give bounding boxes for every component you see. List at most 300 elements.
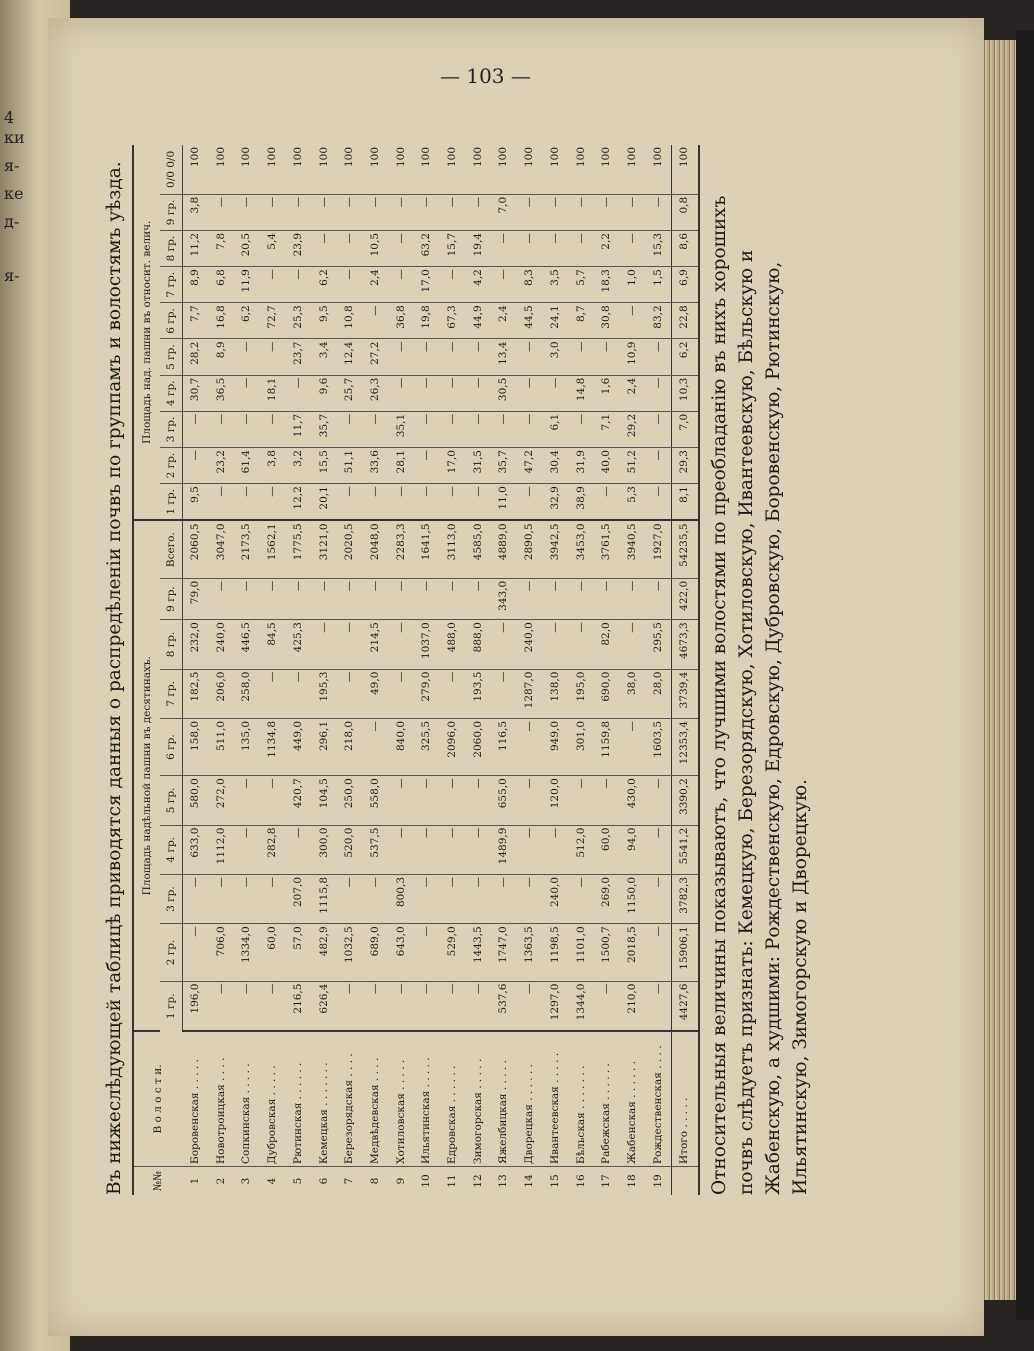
rel-value: 44,5 (517, 303, 543, 339)
abs-value: — (466, 981, 492, 1031)
abs-value: — (183, 924, 209, 981)
rel-value: 10,8 (337, 303, 363, 339)
rel-value: 18,3 (594, 267, 620, 303)
rel-value: 28,1 (389, 448, 415, 484)
rel-value: 8,9 (209, 339, 235, 375)
abs-value: — (440, 874, 466, 923)
table-row (389, 145, 415, 1195)
abs-value: 2173,5 (234, 520, 260, 578)
rel-total: 22,8 (672, 303, 699, 339)
abs-value: 1344,0 (569, 981, 595, 1031)
abs-total: 3782,3 (672, 874, 699, 923)
row-number: 4 (266, 1177, 279, 1185)
volost-name: Едровская . . . . . . (440, 1031, 466, 1167)
rel-value: 100 (337, 145, 363, 194)
page-number: — 103 — (440, 64, 531, 88)
rel-value: 100 (646, 145, 672, 194)
rel-value: 23,9 (286, 230, 312, 266)
volost-name: Новотроицкая . . . . (209, 1031, 235, 1167)
row-number: 7 (343, 1177, 356, 1185)
rel-value: 15,7 (440, 230, 466, 266)
abs-value: 1032,5 (337, 924, 363, 981)
abs-total: 3739,4 (672, 669, 699, 718)
row-number: 6 (317, 1177, 330, 1185)
volost-name: Рютинская . . . . . . (286, 1031, 312, 1167)
abs-value: — (543, 825, 569, 874)
row-number (672, 1167, 699, 1196)
abs-total: 3390,2 (672, 776, 699, 825)
abs-value: 4585,0 (466, 520, 492, 578)
rel-value: — (466, 411, 492, 447)
rel-value: 9,5 (312, 303, 338, 339)
abs-value: 325,5 (414, 718, 440, 775)
rel-value: — (646, 339, 672, 375)
abs-value: — (491, 620, 517, 669)
rel-value: — (414, 411, 440, 447)
rel-value: — (569, 411, 595, 447)
abs-value: 949,0 (543, 718, 569, 775)
volost-name: Дворецкая . . . . . . (517, 1031, 543, 1167)
rel-value: — (517, 194, 543, 230)
book-cover (1016, 30, 1034, 1320)
rel-value: — (286, 375, 312, 411)
rel-value: 33,6 (363, 448, 389, 484)
header-rel-group: 2 гр. (160, 448, 183, 484)
abs-value: — (594, 981, 620, 1031)
rel-total: 10,3 (672, 375, 699, 411)
abs-value: — (260, 578, 286, 619)
volost-name: Жабенская . . . . . . (620, 1031, 646, 1167)
abs-value: — (260, 776, 286, 825)
rel-value: 35,1 (389, 411, 415, 447)
rel-value: 100 (517, 145, 543, 194)
abs-value: 1150,0 (620, 874, 646, 923)
total-row (672, 145, 699, 1195)
rel-value: — (440, 267, 466, 303)
volost-name: Бѣльская . . . . . . . (569, 1031, 595, 1167)
rel-value: — (234, 375, 260, 411)
abs-value: — (414, 825, 440, 874)
rel-value: — (363, 411, 389, 447)
abs-value: 300,0 (312, 825, 338, 874)
rel-value: — (337, 484, 363, 521)
rel-value: 9,6 (312, 375, 338, 411)
abs-value: 706,0 (209, 924, 235, 981)
abs-value: 1562,1 (260, 520, 286, 578)
abs-value: — (466, 874, 492, 923)
rel-value: — (389, 230, 415, 266)
rel-value: — (337, 230, 363, 266)
abs-value: 84,5 (260, 620, 286, 669)
rel-value: — (312, 230, 338, 266)
rel-value: 30,5 (491, 375, 517, 411)
header-rel-group: 3 гр. (160, 411, 183, 447)
rel-value: — (260, 411, 286, 447)
rel-value: — (363, 484, 389, 521)
abs-value: — (414, 776, 440, 825)
table-caption: Въ нижеслѣдующей таблицѣ приводятся данныя о распредѣленіи почвъ по группамъ и волостямъ уѣзда. (104, 161, 125, 1195)
abs-value: — (517, 718, 543, 775)
table-row (209, 145, 235, 1195)
rel-value: 7,8 (209, 230, 235, 266)
rel-value: 4,2 (466, 267, 492, 303)
abs-value: — (569, 620, 595, 669)
abs-value: 343,0 (491, 578, 517, 619)
table-row (620, 145, 646, 1195)
table-row (337, 145, 363, 1195)
abs-value: 2890,5 (517, 520, 543, 578)
abs-value: 840,0 (389, 718, 415, 775)
abs-value: 272,0 (209, 776, 235, 825)
rel-value: — (337, 267, 363, 303)
rel-total: 7,0 (672, 411, 699, 447)
rel-value: 1,0 (620, 267, 646, 303)
abs-value: — (517, 874, 543, 923)
abs-value: 57,0 (286, 924, 312, 981)
abs-value: 1334,0 (234, 924, 260, 981)
abs-value: — (363, 874, 389, 923)
header-abs-group: 1 гр. (160, 981, 183, 1031)
rel-total: 8,1 (672, 484, 699, 521)
abs-value: 296,1 (312, 718, 338, 775)
rel-value: 6,2 (312, 267, 338, 303)
abs-value: 49,0 (363, 669, 389, 718)
rel-value: — (440, 411, 466, 447)
rel-value: — (414, 375, 440, 411)
table-row (260, 145, 286, 1195)
abs-value: — (389, 620, 415, 669)
volost-name: Рождественская . . . . (646, 1031, 672, 1167)
abs-value: 1641,5 (414, 520, 440, 578)
abs-value: — (569, 874, 595, 923)
rel-value: 11,9 (234, 267, 260, 303)
rel-value: — (209, 411, 235, 447)
header-abs-group: 2 гр. (160, 924, 183, 981)
rel-value: — (517, 484, 543, 521)
row-number: 15 (548, 1174, 561, 1188)
abs-total: 5541,2 (672, 825, 699, 874)
table-row (363, 145, 389, 1195)
abs-value: — (234, 981, 260, 1031)
rel-value: — (466, 339, 492, 375)
header-rel-group: 9 гр. (160, 194, 183, 230)
rel-value: — (620, 230, 646, 266)
abs-value: — (646, 924, 672, 981)
rel-value: — (620, 194, 646, 230)
abs-value: — (389, 669, 415, 718)
abs-value: — (440, 776, 466, 825)
abs-value: 3761,5 (594, 520, 620, 578)
abs-value: — (440, 669, 466, 718)
abs-value: 295,5 (646, 620, 672, 669)
volost-name: Зимогорская . . . . . (466, 1031, 492, 1167)
table-row (491, 145, 517, 1195)
rel-value: 8,3 (517, 267, 543, 303)
abs-value: — (389, 825, 415, 874)
rel-value: — (569, 230, 595, 266)
table-row (234, 145, 260, 1195)
rel-value: — (260, 267, 286, 303)
rel-value: 23,2 (209, 448, 235, 484)
abs-value: — (646, 825, 672, 874)
abs-value: 446,5 (234, 620, 260, 669)
rel-value: — (363, 303, 389, 339)
abs-value: 79,0 (183, 578, 209, 619)
abs-value: 210,0 (620, 981, 646, 1031)
abs-value: — (466, 825, 492, 874)
rel-value: — (389, 339, 415, 375)
abs-value: 1443,5 (466, 924, 492, 981)
abs-value: 3942,5 (543, 520, 569, 578)
row-number: 5 (291, 1177, 304, 1185)
rel-value: 20,1 (312, 484, 338, 521)
abs-value: — (620, 620, 646, 669)
abs-value: — (260, 981, 286, 1031)
abs-total: 12353,4 (672, 718, 699, 775)
soil-distribution-table (132, 145, 700, 1195)
abs-value: 2048,0 (363, 520, 389, 578)
rel-value: 1,6 (594, 375, 620, 411)
abs-value: 800,3 (389, 874, 415, 923)
abs-value: 1159,8 (594, 718, 620, 775)
abs-value: — (234, 776, 260, 825)
rel-value: 27,2 (363, 339, 389, 375)
abs-value: — (286, 825, 312, 874)
abs-value: 60,0 (594, 825, 620, 874)
row-number: 14 (523, 1174, 536, 1188)
rel-value: 100 (491, 145, 517, 194)
rel-value: — (234, 411, 260, 447)
rel-total: 100 (672, 145, 699, 194)
rel-value: 100 (440, 145, 466, 194)
abs-value: — (646, 874, 672, 923)
abs-value: 633,0 (183, 825, 209, 874)
abs-value: 269,0 (594, 874, 620, 923)
header-percent: 0/0 0/0 (160, 145, 183, 194)
row-number: 16 (574, 1174, 587, 1188)
abs-value: 3121,0 (312, 520, 338, 578)
rel-value: 100 (569, 145, 595, 194)
abs-value: 1037,0 (414, 620, 440, 669)
rel-value: — (543, 230, 569, 266)
row-number: 10 (420, 1174, 433, 1188)
rel-value: 15,5 (312, 448, 338, 484)
abs-value: — (517, 578, 543, 619)
abs-value: — (389, 578, 415, 619)
rel-value: — (594, 194, 620, 230)
row-number: 9 (394, 1177, 407, 1185)
header-total: Всего. (160, 520, 183, 578)
rel-value: 25,7 (337, 375, 363, 411)
rel-value: 14,8 (569, 375, 595, 411)
rel-value: — (646, 448, 672, 484)
rel-value: 8,7 (569, 303, 595, 339)
rel-value: 2,2 (594, 230, 620, 266)
abs-value: — (569, 578, 595, 619)
rel-value: — (234, 484, 260, 521)
header-abs-group: 8 гр. (160, 620, 183, 669)
conclusion-paragraph: Относительныя величины показываютъ, что лучшими волостями по преобладанію въ нихъ хорошихъ почвъ слѣдуетъ признать: Кемецкую, Березорядскую, Хотиловскую, Ивантеевскую, Бѣльскую и Жабенскую, а худшими: Рождественскую, Едровскую, Дубровскую, Боровенскую, Рютинскую, Ильятинскую, Зимогорскую и Дворецкую. (709, 195, 812, 1195)
row-number: 17 (600, 1174, 613, 1188)
abs-value: 430,0 (620, 776, 646, 825)
rel-value: — (414, 448, 440, 484)
table-row (440, 145, 466, 1195)
abs-value: 138,0 (543, 669, 569, 718)
abs-value: — (286, 578, 312, 619)
rel-value: 10,9 (620, 339, 646, 375)
rel-value: 2,4 (491, 303, 517, 339)
rel-value: 11,0 (491, 484, 517, 521)
abs-value: 3940,5 (620, 520, 646, 578)
abs-value: 537,5 (363, 825, 389, 874)
rel-value: 36,5 (209, 375, 235, 411)
rel-value: — (620, 303, 646, 339)
rel-value: — (234, 339, 260, 375)
left-page-fragment: ке (4, 184, 24, 203)
abs-value: 2018,5 (620, 924, 646, 981)
abs-value: — (594, 776, 620, 825)
rel-value: 3,4 (312, 339, 338, 375)
rel-total: 29,3 (672, 448, 699, 484)
row-number: 8 (368, 1177, 381, 1185)
abs-value: 888,0 (466, 620, 492, 669)
rel-value: 20,5 (234, 230, 260, 266)
header-abs-group: 7 гр. (160, 669, 183, 718)
abs-value: 3113,0 (440, 520, 466, 578)
header-num: №№ (152, 1171, 165, 1191)
rel-value: — (260, 339, 286, 375)
abs-value: 580,0 (183, 776, 209, 825)
header-abs-group: 3 гр. (160, 874, 183, 923)
rel-value: 11,2 (183, 230, 209, 266)
volost-name: Ильятинская . . . . . (414, 1031, 440, 1167)
rel-value: 17,0 (440, 448, 466, 484)
rel-value: 31,5 (466, 448, 492, 484)
rel-value: — (440, 194, 466, 230)
left-page-fragment: 4 (4, 108, 15, 127)
abs-value: — (569, 776, 595, 825)
abs-value: — (517, 981, 543, 1031)
table-row (646, 145, 672, 1195)
abs-value: — (543, 620, 569, 669)
rel-value: — (440, 375, 466, 411)
abs-value: 195,0 (569, 669, 595, 718)
abs-value: 94,0 (620, 825, 646, 874)
abs-value: 1603,5 (646, 718, 672, 775)
rel-value: 3,8 (260, 448, 286, 484)
abs-value: 482,9 (312, 924, 338, 981)
abs-value: — (414, 578, 440, 619)
rel-value: — (337, 411, 363, 447)
rel-value: — (209, 194, 235, 230)
rel-value: — (414, 484, 440, 521)
abs-value: — (234, 874, 260, 923)
abs-value: — (337, 874, 363, 923)
abs-value: 1489,9 (491, 825, 517, 874)
table-row (414, 145, 440, 1195)
abs-value: — (389, 776, 415, 825)
abs-value: 232,0 (183, 620, 209, 669)
abs-value: 301,0 (569, 718, 595, 775)
header-area-absolute: Площадь надѣльной пашни въ десятинахъ. (133, 520, 160, 1031)
rel-value: 5,3 (620, 484, 646, 521)
header-rel-group: 6 гр. (160, 303, 183, 339)
row-number: 13 (497, 1174, 510, 1188)
abs-value: — (620, 578, 646, 619)
abs-value: 558,0 (363, 776, 389, 825)
rel-value: 40,0 (594, 448, 620, 484)
rel-value: 31,9 (569, 448, 595, 484)
rel-value: 3,8 (183, 194, 209, 230)
rel-value: 100 (543, 145, 569, 194)
row-number: 2 (214, 1177, 227, 1185)
rel-value: — (543, 375, 569, 411)
abs-value: 120,0 (543, 776, 569, 825)
abs-total: 422,0 (672, 578, 699, 619)
left-page-fragment: д- (4, 212, 20, 231)
rel-value: 15,3 (646, 230, 672, 266)
rel-value: 100 (620, 145, 646, 194)
rel-value: 100 (260, 145, 286, 194)
abs-value: 1775,5 (286, 520, 312, 578)
rel-value: — (491, 267, 517, 303)
left-page-fragment: я- (4, 156, 20, 175)
abs-value: 104,5 (312, 776, 338, 825)
abs-value: — (466, 578, 492, 619)
rel-value: 6,2 (234, 303, 260, 339)
abs-value: 2060,0 (466, 718, 492, 775)
abs-value: 1500,7 (594, 924, 620, 981)
abs-value: 626,4 (312, 981, 338, 1031)
row-number: 11 (446, 1174, 459, 1188)
table-row (312, 145, 338, 1195)
abs-total: 4427,6 (672, 981, 699, 1031)
rel-value: 29,2 (620, 411, 646, 447)
abs-value: 2020,5 (337, 520, 363, 578)
rel-value: — (183, 448, 209, 484)
abs-value: 1363,5 (517, 924, 543, 981)
abs-value: 2283,3 (389, 520, 415, 578)
header-volost: В о л о с т и. (133, 1031, 183, 1167)
abs-value: 38,0 (620, 669, 646, 718)
rel-value: 12,4 (337, 339, 363, 375)
abs-value: — (466, 776, 492, 825)
rel-value: — (646, 411, 672, 447)
rel-value: 47,2 (517, 448, 543, 484)
rel-value: — (260, 194, 286, 230)
rel-value: — (466, 484, 492, 521)
rel-value: 51,2 (620, 448, 646, 484)
abs-value: 207,0 (286, 874, 312, 923)
abs-value: 2060,5 (183, 520, 209, 578)
rel-value: — (363, 194, 389, 230)
rel-value: — (646, 484, 672, 521)
abs-value: 82,0 (594, 620, 620, 669)
rel-value: 83,2 (646, 303, 672, 339)
rel-value: 36,8 (389, 303, 415, 339)
rel-value: 16,8 (209, 303, 235, 339)
volost-name: Березорядская . . . . (337, 1031, 363, 1167)
header-rel-group: 5 гр. (160, 339, 183, 375)
rel-value: — (569, 339, 595, 375)
rel-value: — (517, 375, 543, 411)
row-number: 18 (625, 1174, 638, 1188)
rel-value: 23,7 (286, 339, 312, 375)
header-abs-group: 6 гр. (160, 718, 183, 775)
abs-value: 512,0 (569, 825, 595, 874)
header-rel-group: 4 гр. (160, 375, 183, 411)
rel-value: — (389, 375, 415, 411)
